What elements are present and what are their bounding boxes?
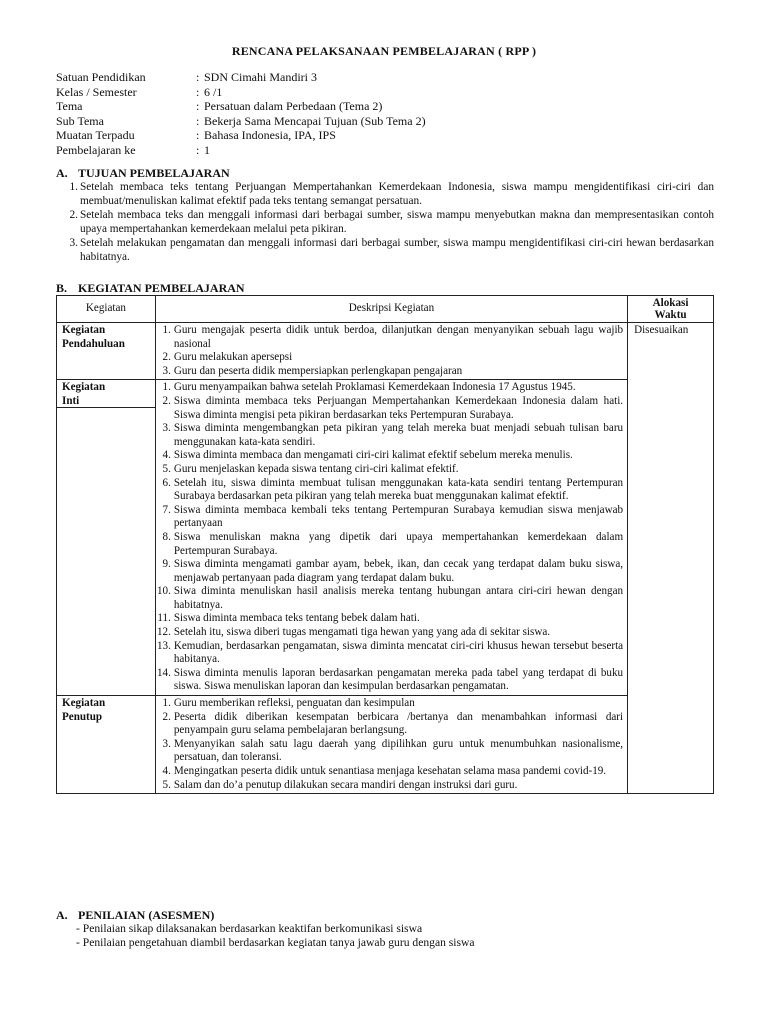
item-text: Menyanyikan salah satu lagu daerah yang dipilihkan guru untuk menumbuhkan nasionalisme, persatuan, dan toleransi. [173,737,624,764]
list-item [156,463,623,477]
item-number: 1. [162,381,171,394]
identity-value: 6 /1 [204,84,223,99]
table-row [57,323,714,380]
steps-list [156,696,627,793]
item-number: 1. [162,697,171,710]
list-item [156,365,623,379]
identity-row [56,85,716,100]
section-number: B. [56,281,68,295]
item-number: 1. [162,324,171,336]
item-number: 3. [69,236,78,249]
activity-description [155,323,627,380]
list-item [156,531,623,558]
item-text: Siswa menuliskan makna yang dipetik dari upaya mempertahankan kemerdekaan dalam Pertempuran Surabaya. [173,530,624,557]
item-number: 5. [162,778,171,791]
table-header-row [57,296,714,323]
item-text: Siswa diminta membaca kembali teks tentang Pertempuran Surabaya kemudian siswa menjawab pertanyaan [173,503,624,530]
item-text: Guru menyampaikan bahwa setelah Proklamasi Kemerdekaan Indonesia 17 Agustus 1945. [173,381,576,394]
list-item [156,626,623,640]
learning-goals-list [56,181,714,264]
item-text: Setelah itu, siswa diberi tugas mengamati tiga hewan yang yang ada di sekitar siswa. [173,626,551,639]
header-alokasi-line: Alokasi [652,296,689,309]
activity-name [57,323,156,380]
item-text: Guru menjelaskan kepada siswa tentang ciri-ciri kalimat efektif. [173,462,459,475]
section-assessment-heading [56,908,214,923]
section-number: A. [56,166,68,180]
assessment-list [76,922,475,950]
section-number: A. [56,908,68,922]
item-text: Siswa diminta mengamati gambar ayam, bebek, ikan, dan cecak yang terdapat dalam buku siswa, menjawab pertanyaan pada diagram yang terdapat dalam buku. [173,558,624,584]
section-b-heading [56,281,245,296]
item-number: 14. [157,666,171,679]
item-text: Siswa diminta membaca teks tentang bebek dalam hati. [173,612,420,625]
list-item [56,237,714,265]
item-text: Siswa diminta mengembangkan peta pikiran yang telah mereka buat menjadi sebuah tulisan baru menggunakan kata-kata sendiri. [173,422,624,448]
list-item [156,585,623,612]
list-item [156,612,623,626]
item-number: 2. [162,351,171,364]
item-number: 3. [162,422,171,435]
identity-label: Sub Tema [56,113,104,128]
item-text: Siwa diminta menuliskan hasil analisis mereka tentang hubungan antara ciri-ciri hewan dengan habitatnya. [173,585,624,611]
list-item [56,181,714,209]
item-text: Setelah melakukan pengamatan dan menggali informasi dari berbagai sumber, siswa mampu mengidentifikasi ciri-ciri hewan berdasarkan habitatnya. [80,236,714,263]
identity-separator: : [196,84,200,99]
item-number: 12. [157,626,171,639]
time-allocation: Disesuaikan [628,323,714,794]
item-number: 4. [162,449,171,462]
item-number: 2. [69,208,78,221]
identity-label: Pembelajaran ke [56,142,136,157]
header-alokasi-line: Waktu [654,309,687,321]
item-number: 8. [162,530,171,543]
list-item [156,711,623,738]
list-item: - Penilaian sikap dilaksanakan berdasarkan keaktifan berkomunikasi siswa [76,922,423,935]
item-number: 11. [157,612,171,625]
identity-value: 1 [204,142,210,157]
list-item [156,667,623,694]
item-number: 4. [162,765,171,777]
item-text: Siswa diminta membaca dan mengamati ciri-ciri kalimat efektif sebelum mereka menulis. [173,449,573,462]
item-text: Siswa diminta membaca teks Perjuangan Mempertahankan Kemerdekaan Indonesia dalam hati. Siswa diminta mengisi peta pikiran berdasarkan teks Pertempuran Surabaya. [173,394,624,421]
item-text: Siswa diminta menulis laporan berdasarkan pengamatan mereka pada tabel yang terdapat di buku siswa. Siswa menuliskan laporan dan kesimpulan berdasarkan pengamatan. [173,666,624,693]
header-alokasi [628,296,714,323]
list-item [156,324,623,351]
item-text: Guru melakukan apersepsi [173,351,293,364]
list-item [156,779,623,793]
item-text: Mengingatkan peserta didik untuk senantiasa menjaga kesehatan selama masa pandemi covid-19. [173,765,607,777]
item-number: 7. [162,503,171,516]
item-number: 6. [162,476,171,489]
identity-block [56,70,716,158]
list-item [56,209,714,237]
list-item [156,504,623,531]
identity-label: Muatan Terpadu [56,128,135,143]
cell-divider [57,407,155,408]
list-item [156,738,623,765]
identity-value: SDN Cimahi Mandiri 3 [204,70,317,84]
list-item [156,395,623,422]
item-number: 9. [162,558,171,571]
item-text: Setelah itu, siswa diminta membuat tulisan menggunakan kata-kata sendiri tentang Pertempuran Surabaya berdasarkan peta pikiran yang telah mereka buat menggunakan kalimat efektif. [173,476,624,503]
identity-label: Tema [56,99,83,114]
activity-description [155,696,627,794]
item-text: Peserta didik diberikan kesempatan berbicara /bertanya dan menambahkan informasi dari penyampain guru selama pembelajaran berlangsung. [173,710,624,737]
identity-row [56,143,716,158]
table-row [57,380,714,696]
identity-label: Satuan Pendidikan [56,70,146,84]
item-number: 2. [162,710,171,723]
steps-list [156,380,627,695]
identity-value: Bekerja Sama Mencapai Tujuan (Sub Tema 2) [204,113,426,128]
item-number: 5. [162,462,171,475]
item-text: Kemudian, berdasarkan pengamatan, siswa diminta mencatat ciri-ciri khusus hewan tersebut beserta habitanya. [173,639,624,666]
section-title: PENILAIAN (ASESMEN) [78,908,215,922]
item-number: 1. [69,181,78,193]
item-number: 3. [162,364,171,377]
section-title: KEGIATAN PEMBELAJARAN [78,281,245,295]
identity-separator: : [196,142,200,157]
header-kegiatan: Kegiatan [57,296,156,323]
identity-row [56,114,716,129]
item-number: 13. [157,639,171,652]
item-text: Guru memberikan refleksi, penguatan dan kesimpulan [173,697,415,710]
list-item: - Penilaian pengetahuan diambil berdasarkan kegiatan tanya jawab guru dengan siswa [76,935,475,949]
identity-row [56,128,716,143]
identity-row [56,99,716,114]
activity-name-line: Kegiatan [62,697,106,710]
activity-name-line: Kegiatan [62,324,106,336]
identity-separator: : [196,99,200,114]
steps-list [156,323,627,379]
section-title: TUJUAN PEMBELAJARAN [78,166,230,180]
item-text: Setelah membaca teks dan menggali informasi dari berbagai sumber, siswa mampu menyebutkan makna dan mempresentasikan contoh upaya mempertahankan kemerdekaan melalui peta pikiran. [80,208,714,235]
activities-table [56,295,714,794]
identity-value: Bahasa Indonesia, IPA, IPS [204,128,336,143]
activity-name [57,380,156,696]
activity-name-line: Pendahuluan [62,337,125,350]
item-number: 10. [157,585,171,598]
item-text: Guru dan peserta didik mempersiapkan perlengkapan pengajaran [173,364,463,377]
header-deskripsi: Deskripsi Kegiatan [155,296,627,323]
identity-separator: : [196,113,200,128]
activity-name-line: Kegiatan [62,381,106,394]
activity-name [57,696,156,794]
identity-separator: : [196,70,200,84]
section-a-heading [56,166,230,181]
activity-name-line: Penutup [62,710,103,723]
activity-description [155,380,627,696]
document-title: RENCANA PELAKSANAAN PEMBELAJARAN ( RPP ) [231,44,537,58]
list-item [156,449,623,463]
identity-value: Persatuan dalam Perbedaan (Tema 2) [204,99,383,114]
item-text: Setelah membaca teks tentang Perjuangan Mempertahankan Kemerdekaan Indonesia, siswa mampu mengidentifikasi ciri-ciri dan membuat/menuliskan kalimat efektif pada teks tentang semangat persatuan. [80,181,714,207]
identity-label: Kelas / Semester [56,84,137,99]
item-number: 2. [162,394,171,407]
list-item [156,351,623,365]
identity-row [56,70,716,85]
item-text: Guru mengajak peserta didik untuk berdoa, dilanjutkan dengan menyanyikan sebuah lagu wajib nasional [173,324,624,350]
item-number: 3. [162,737,171,750]
table-row [57,696,714,794]
list-item [156,558,623,585]
item-text: Salam dan do’a penutup dilakukan secara mandiri dengan instruksi dari guru. [173,778,518,791]
list-item [156,477,623,504]
list-item [156,640,623,667]
activity-name-line: Inti [62,394,80,407]
list-item [156,697,623,711]
list-item [156,422,623,449]
identity-separator: : [196,128,200,143]
list-item [156,381,623,395]
list-item [156,765,623,779]
